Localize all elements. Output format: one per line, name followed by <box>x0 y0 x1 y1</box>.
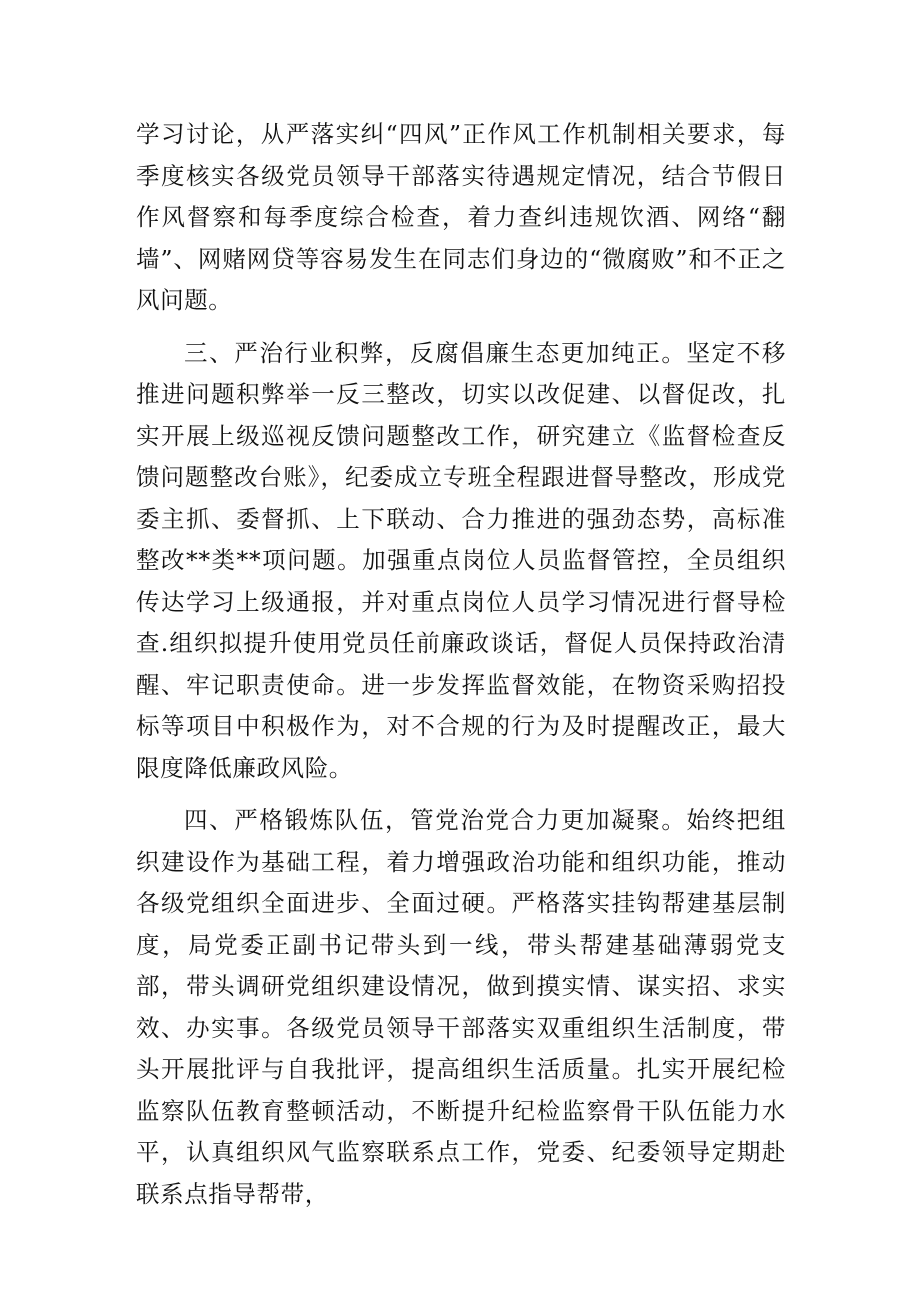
document-body <box>136 114 786 1215</box>
paragraph-continued: 学习讨论，从严落实纠“四风”正作风工作机制相关要求，每季度核实各级党员领导干部落实待遇规定情况，结合节假日作风督察和每季度综合检查，着力查纠违规饮酒、网络“翻墙”、网赌网贷等容易发生在同志们身边的“微腐败”和不正之风问题。 <box>136 120 786 314</box>
paragraph-section-three: 三、严治行业积弊，反腐倡廉生态更加纯正。坚定不移推进问题积弊举一反三整改，切实以改促建、以督促改，扎实开展上级巡视反馈问题整改工作，研究建立《监督检查反馈问题整改台账》，纪委成立专班全程跟进督导整改，形成党委主抓、委督抓、上下联动、合力推进的强劲态势，高标准整改**类**项问题。加强重点岗位人员监督管控，全员组织传达学习上级通报，并对重点岗位人员学习情况进行督导检查.组织拟提升使用党员任前廉政谈话，督促人员保持政治清醒、牢记职责使命。进一步发挥监督效能，在物资采购招投标等项目中积极作为，对不合规的行为及时提醒改正，最大限度降低廉政风险。 <box>136 338 786 782</box>
paragraph-section-four: 四、严格锻炼队伍，管党治党合力更加凝聚。始终把组织建设作为基础工程，着力增强政治功能和组织功能，推动各级党组织全面进步、全面过硬。严格落实挂钩帮建基层制度，局党委正副书记带头到一线，带头帮建基础薄弱党支部，带头调研党组织建设情况，做到摸实情、谋实招、求实效、办实事。各级党员领导干部落实双重组织生活制度，带头开展批评与自我批评，提高组织生活质量。扎实开展纪检监察队伍教育整顿活动，不断提升纪检监察骨干队伍能力水平，认真组织风气监察联系点工作，党委、纪委领导定期赴联系点指导帮带， <box>136 806 786 1208</box>
